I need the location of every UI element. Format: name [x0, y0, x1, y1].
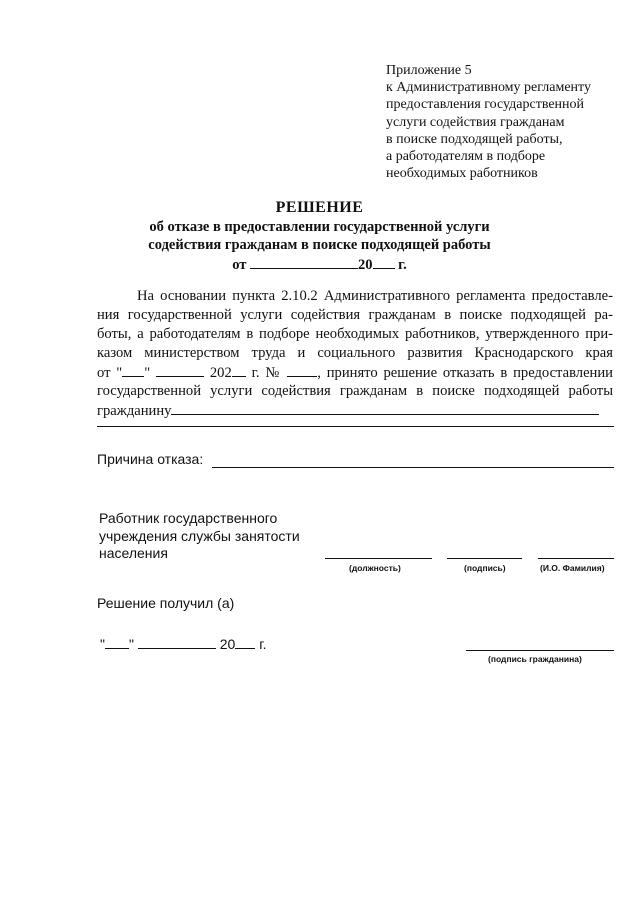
appendix-line: предоставления государственной [386, 97, 585, 113]
year-blank-field[interactable] [373, 255, 395, 269]
received-day-field[interactable] [105, 635, 129, 649]
signature-field[interactable] [447, 558, 522, 559]
order-year-field[interactable] [232, 363, 246, 377]
appendix-line: услуги содействия гражданам [386, 114, 565, 130]
full-name-caption: (И.О. Фамилия) [540, 563, 605, 573]
signature-caption: (подпись) [464, 563, 506, 573]
position-caption: (должность) [349, 563, 401, 573]
worker-label-line: Работник государственного [99, 510, 278, 526]
document-date-line [0, 255, 639, 274]
body-line: На основании пункта 2.10.2 Административного регламента предоставле- [137, 288, 613, 304]
citizen-name-continuation-line[interactable] [97, 426, 614, 427]
order-month-field[interactable] [156, 363, 204, 377]
appendix-line: а работодателям в подборе [386, 149, 546, 165]
appendix-line: необходимых работников [386, 166, 538, 182]
body-line: казом министерством труда и социального развития Краснодарского края [97, 345, 613, 361]
order-number-field[interactable] [287, 363, 317, 377]
citizen-name-field[interactable] [171, 401, 599, 415]
appendix-line: в поиске подходящей работы, [386, 131, 563, 147]
body-line: боты, а работодателям в подборе необходимых работников, утвержденного при- [97, 326, 613, 342]
date-prefix: от [232, 257, 247, 273]
document-subtitle-line-2: содействия гражданам в поиске подходящей работы [148, 237, 491, 253]
date-year: 20 [358, 257, 373, 273]
body-line: государственной услуги содействия гражданам в поиске подходящей работы [97, 383, 613, 399]
date-blank-field[interactable] [250, 255, 358, 269]
body-line: ния государственной услуги содействия гражданам в поиске подходящей ра- [97, 307, 613, 323]
appendix-line: к Административному регламенту [386, 80, 591, 96]
worker-label-line: населения [99, 545, 168, 561]
document-title: РЕШЕНИЕ [275, 199, 364, 216]
body-paragraph [97, 287, 613, 420]
date-suffix: г. [398, 257, 407, 273]
body-line-order-reference: от " " 202 г. № , принято решение отказать в предоставлении [97, 365, 613, 381]
citizen-signature-caption: (подпись гражданина) [488, 654, 582, 664]
received-year-field[interactable] [235, 635, 255, 649]
refusal-reason-field[interactable] [212, 467, 614, 468]
citizen-signature-field[interactable] [466, 650, 614, 651]
appendix-line: Приложение 5 [386, 63, 472, 78]
received-month-field[interactable] [138, 635, 216, 649]
received-date-line: " " 20 г. [100, 636, 267, 652]
refusal-reason-label: Причина отказа: [97, 451, 204, 467]
received-label: Решение получил (а) [97, 595, 235, 611]
appendix-block [386, 62, 631, 182]
worker-label-line: учреждения службы занятости [99, 527, 300, 544]
order-day-field[interactable] [122, 363, 144, 377]
worker-label [99, 510, 300, 563]
full-name-field[interactable] [538, 558, 614, 559]
position-field[interactable] [325, 558, 432, 559]
document-subtitle-line-1: об отказе в предоставлении государственной услуги [149, 219, 490, 235]
body-line-citizen: гражданину [97, 401, 613, 420]
